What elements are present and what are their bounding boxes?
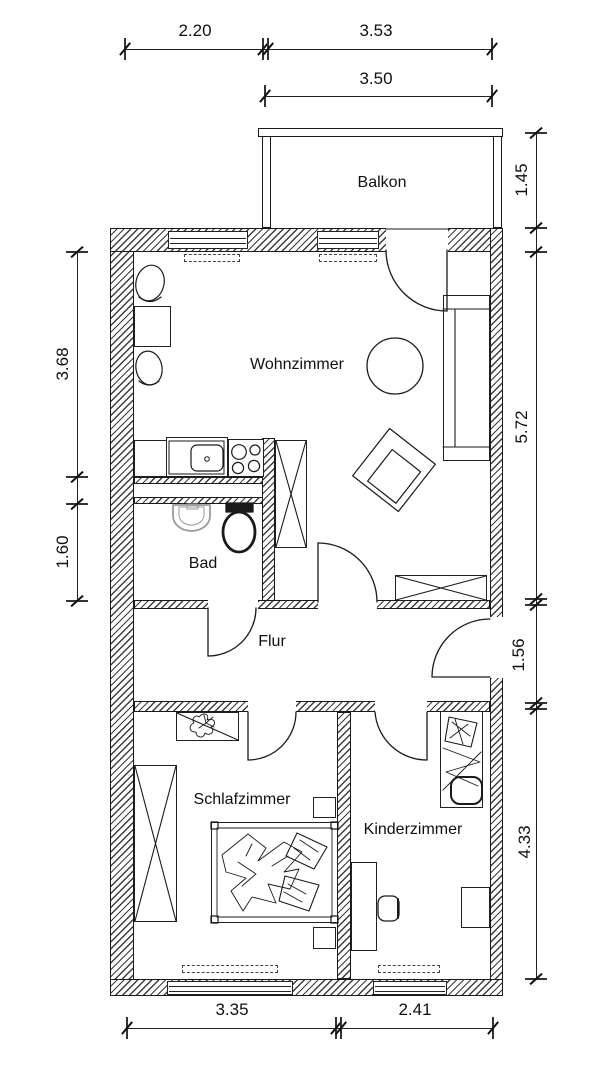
balcony-rail-right [493, 136, 502, 228]
dim-label-left-upper: 3.68 [53, 347, 72, 381]
door-entry [432, 619, 490, 677]
radiator-living-left [184, 254, 240, 262]
kitchen-sink-unit [166, 437, 228, 477]
door-living [318, 543, 377, 602]
radiator-living-right [319, 254, 377, 262]
dim-label-top-left: 2.20 [178, 21, 212, 40]
room-label-wohnzimmer: Wohnzimmer [250, 356, 344, 373]
dim-line-top-outer [125, 49, 492, 50]
dim-line-right [536, 133, 537, 979]
window-living-right [317, 231, 379, 249]
wall-hall-bottom [134, 701, 490, 712]
dim-label-top-right: 3.53 [359, 21, 393, 40]
opening-bath-door [208, 599, 258, 610]
dim-label-left-lower: 1.60 [53, 535, 72, 569]
dresser-bedroom [176, 712, 239, 741]
room-label-kinderzimmer: Kinderzimmer [363, 821, 463, 838]
sideboard [395, 575, 487, 601]
armchair [353, 429, 436, 512]
dining-table [134, 306, 171, 347]
washbasin-icon [173, 504, 210, 531]
dim-label-right-balcony: 1.45 [512, 163, 531, 197]
wall-hall-top [134, 600, 490, 609]
bed-single [440, 711, 483, 808]
dim-line-top-inner [265, 96, 492, 97]
chair-icon [132, 262, 168, 304]
side-table-kids [461, 887, 490, 928]
room-label-flur: Flur [258, 633, 286, 650]
sofa [443, 295, 490, 461]
window-living-left [168, 231, 248, 249]
window-bedroom [167, 981, 293, 995]
opening-living-door [318, 599, 377, 610]
room-label-schlafzimmer: Schlafzimmer [193, 791, 291, 808]
desk-chair-icon [378, 896, 399, 921]
wardrobe-bedroom [134, 765, 177, 922]
round-table [367, 338, 423, 394]
dim-label-right-hall: 1.56 [509, 638, 528, 672]
dim-line-bottom [127, 1028, 493, 1029]
room-label-bad: Bad [188, 555, 218, 572]
dim-label-bottom-right: 2.41 [398, 1000, 432, 1019]
opening-balcony-door [386, 227, 448, 253]
bed-double [211, 822, 338, 923]
dim-label-right-living: 5.72 [512, 410, 531, 444]
dim-label-right-bedrooms: 4.33 [515, 825, 534, 859]
wall-right [490, 228, 503, 996]
wall-install-lower [134, 497, 264, 504]
opening-bedroom-door [248, 700, 296, 713]
dim-label-top-inner: 3.50 [359, 69, 393, 88]
nightstand-bottom [313, 927, 336, 949]
wall-install-upper [134, 477, 264, 484]
chair-icon [133, 349, 165, 387]
door-bath [208, 608, 256, 656]
window-kids [373, 981, 447, 995]
balcony-rail-top [258, 128, 503, 137]
opening-kids-door [375, 700, 427, 713]
door-bedroom [248, 712, 296, 760]
wall-room-divider [337, 712, 351, 979]
desk-kids [351, 862, 377, 951]
balcony-rail-left [262, 136, 271, 228]
stove [228, 439, 264, 477]
dim-line-left [77, 252, 78, 601]
opening-entry-door [489, 617, 504, 678]
wall-left [110, 228, 134, 996]
room-label-balkon: Balkon [357, 174, 407, 191]
closet-kitchen [275, 440, 307, 548]
toilet-icon [223, 503, 255, 552]
door-kids [375, 712, 427, 760]
radiator-kids [378, 965, 440, 973]
dim-label-bottom-left: 3.35 [215, 1000, 249, 1019]
radiator-bedroom [182, 965, 278, 973]
nightstand-top [313, 797, 336, 818]
